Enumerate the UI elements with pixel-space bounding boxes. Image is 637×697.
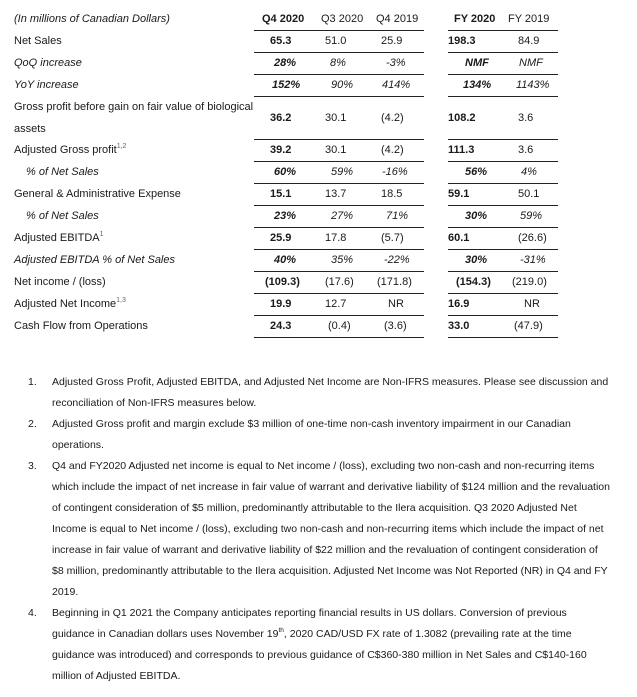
cell-q4-2019: -16% [382,166,408,178]
cell-q4-2020: 23% [274,210,297,222]
footnote-text-part: Beginning in Q1 2021 the Company anticipates reporting financial results in US dollars. Conversion of previous guidance in Canadian dollars uses November 19 [52,607,567,640]
cell-fy-2020: 111.3 [448,144,475,156]
divider [254,337,424,338]
cell-q4-2019: 25.9 [381,35,403,47]
cell-fy-2019: NR [524,298,540,310]
row-label: Cash Flow from Operations [14,320,148,332]
cell-q3-2020: 12.7 [325,298,347,310]
cell-fy-2020: 60.1 [448,232,470,244]
cell-fy-2019: 84.9 [518,35,540,47]
cell-fy-2019: (219.0) [512,276,547,288]
cell-q3-2020: (0.4) [328,320,351,332]
footnote-number: 2. [28,418,37,430]
cell-fy-2019: NMF [519,57,543,69]
cell-q4-2020: 36.2 [270,112,292,124]
row-label [14,293,126,315]
cell-q3-2020: 51.0 [325,35,347,47]
cell-q3-2020: 30.1 [325,112,347,124]
cell-fy-2019: 3.6 [518,112,534,124]
cell-fy-2020: 16.9 [448,298,470,310]
cell-q4-2020: 65.3 [270,35,292,47]
cell-q4-2020: 19.9 [270,298,292,310]
cell-fy-2020: 59.1 [448,188,470,200]
cell-q4-2020: 15.1 [270,188,292,200]
cell-q3-2020: (17.6) [325,276,354,288]
col-header-q4-2020: Q4 2020 [262,13,305,25]
cell-q3-2020: 90% [331,79,354,91]
footnote-ref: 1,3 [116,297,126,304]
cell-q4-2020: 152% [272,79,301,91]
footnote-text: Adjusted Gross profit and margin exclude $3 million of one-time non-cash inventory impairment in our Canadian operations. [52,418,571,451]
cell-q4-2019: (5.7) [381,232,404,244]
row-label: QoQ increase [14,57,82,69]
cell-q4-2020: 25.9 [270,232,292,244]
col-header-fy-2020: FY 2020 [454,13,496,25]
cell-q4-2020: 28% [274,57,297,69]
col-header-q4-2019: Q4 2019 [376,13,419,25]
cell-fy-2020: 33.0 [448,320,470,332]
cell-fy-2019: 3.6 [518,144,534,156]
cell-fy-2020: NMF [465,57,489,69]
cell-q4-2019: NR [388,298,404,310]
row-label: % of Net Sales [26,166,99,178]
row-label [14,139,126,161]
cell-q4-2019: -22% [384,254,410,266]
cell-q3-2020: 30.1 [325,144,347,156]
cell-fy-2020: 134% [463,79,492,91]
cell-q3-2020: 59% [331,166,354,178]
footnote-text: Q4 and FY2020 Adjusted net income is equal to Net income / (loss), excluding two non-cash and non-recurring items which include the impact of net increase in fair value of warrant and derivative liability of $124 million and the revaluation of contingent consideration of $5 million, predominantly attributable to the Ilera acquisition. Q3 2020 Adjusted Net Income is equal to Net income / (loss), excluding two non-cash and non-recurring items which include the impact of net increase in fair value of warrant and derivative liability of $22 million and the revaluation of contingent consideration of $8 million, predominantly attributable to the Ilera acquisition. Adjusted Net Income was Not Reported (NR) in Q4 and FY 2019. [52,460,610,598]
divider [448,337,558,338]
cell-fy-2019: 59% [520,210,543,222]
row-label: Adjusted EBITDA % of Net Sales [14,254,175,266]
cell-q4-2019: 71% [386,210,409,222]
col-header-q3-2020: Q3 2020 [321,13,364,25]
cell-fy-2019: (47.9) [514,320,543,332]
row-label: General & Administrative Expense [14,188,181,200]
cell-q4-2020: 60% [274,166,297,178]
unit-label: (In millions of Canadian Dollars) [14,13,170,25]
cell-fy-2019: -31% [520,254,546,266]
footnote-number: 4. [28,607,37,619]
cell-fy-2020: 30% [465,254,488,266]
ordinal-suffix: th [278,627,284,634]
cell-fy-2020: 198.3 [448,35,476,47]
cell-fy-2020: 30% [465,210,488,222]
footnote-ref: 1,2 [116,143,127,150]
cell-q3-2020: 8% [330,57,346,69]
cell-q4-2019: 414% [382,79,411,91]
cell-q4-2019: (171.8) [377,276,412,288]
cell-q4-2020: 40% [274,254,297,266]
cell-fy-2019: (26.6) [518,232,547,244]
footnote-text-part: , 2020 CAD/USD FX rate of 1.3082 (prevailing rate at the time guidance was introduced) and corresponds to previous guidance of C$360-380 million in Net Sales and C$140-160 million of Adjusted EBITDA. [52,628,587,682]
cell-q4-2019: 18.5 [381,188,403,200]
cell-q3-2020: 17.8 [325,232,347,244]
cell-fy-2019: 1143% [516,79,550,91]
row-label: Net income / (loss) [14,276,106,288]
cell-fy-2020: 108.2 [448,112,476,124]
cell-fy-2020: (154.3) [456,276,491,288]
row-label: Net Sales [14,35,62,47]
cell-q4-2019: -3% [386,57,406,69]
cell-q3-2020: 13.7 [325,188,347,200]
col-header-fy-2019: FY 2019 [508,13,550,25]
footnote-number: 3. [28,460,37,472]
row-label-text: Adjusted Net Income [14,298,117,310]
table-row-gross-profit-before-gain [0,96,637,140]
footnote-ref: 1 [99,231,104,238]
footnote-number: 1. [28,376,37,388]
cell-q4-2020: 24.3 [270,320,292,332]
row-label-text: Adjusted EBITDA [14,232,100,244]
row-label-text: Adjusted Gross profit [14,144,117,156]
cell-fy-2019: 50.1 [518,188,540,200]
row-label: YoY increase [14,79,79,91]
row-label [14,227,104,249]
cell-q4-2020: 39.2 [270,144,292,156]
row-label: % of Net Sales [26,210,99,222]
footnote-text: Adjusted Gross Profit, Adjusted EBITDA, and Adjusted Net Income are Non-IFRS measures. Please see discussion and reconciliation of Non-IFRS measures below. [52,376,609,409]
cell-q3-2020: 27% [331,210,354,222]
cell-q4-2019: (4.2) [381,112,404,124]
row-label: Gross profit before gain on fair value of biological assets [14,101,254,135]
cell-fy-2019: 4% [521,166,537,178]
cell-fy-2020: 56% [465,166,488,178]
cell-q4-2019: (3.6) [384,320,407,332]
cell-q4-2020: (109.3) [265,276,300,288]
footnote-text [52,603,612,687]
cell-q4-2019: (4.2) [381,144,404,156]
cell-q3-2020: 35% [331,254,354,266]
